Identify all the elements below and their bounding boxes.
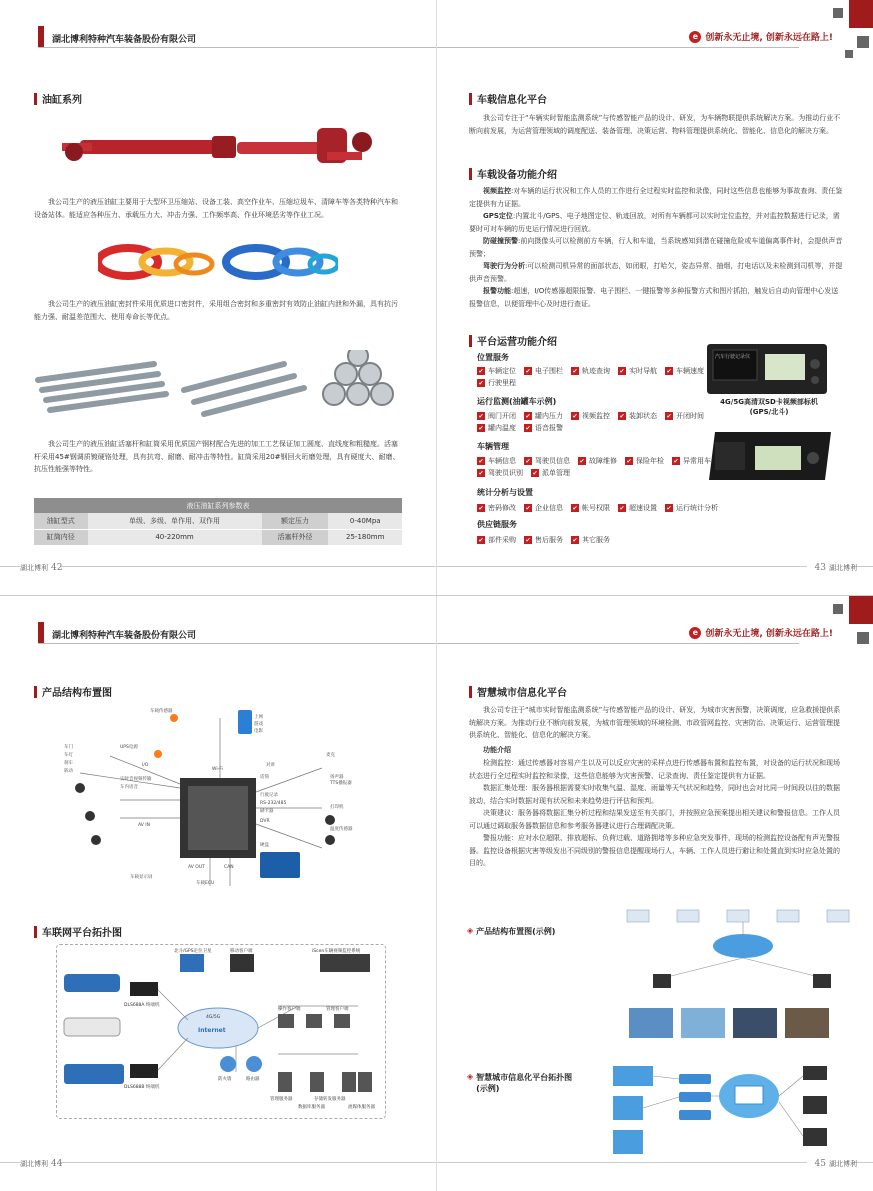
svg-text:UPS电源: UPS电源: [120, 745, 138, 750]
feature-list: 视频监控:对车辆的运行状况和工作人员的工作进行全过程实时监控和录像，同时这些信息也能够为事故查询、责任鉴定提供有力证据。 GPS定位:内置北斗/GPS、电子地图定位、轨迹回放，对所有车辆都可以实时定位监控，并对监控数据进行记录，需要时可对车辆的历史运行情况进行回放。 防碰撞预警:前向摄像头可以检测前方车辆，行人和车道，当系统感知到潜在碰撞危险或车道偏离事件时，会提供声音预警； 驾驶行为分析:可以检测司机异常的面部状态，如闭眼，打哈欠，姿态异常、抽烟，打电话以及未检测到司机等，并提供声音预警。 报警功能:超速，I/O传感器超限报警、电子围栏、一键报警等多种报警方式和图片抓拍，触发后自动向管理中心发送报警信息，以便管理中心及时进行查证。: [469, 187, 843, 308]
section-title: 车载设备功能介绍: [469, 166, 557, 181]
svg-text:AV OUT: AV OUT: [188, 865, 205, 870]
svg-text:电影: 电影: [254, 729, 263, 734]
video-terminal-image-2: [705, 428, 835, 484]
svg-text:硬盘: 硬盘: [260, 843, 269, 848]
checklist: ✔ 车辆定位 ✔ 电子围栏 ✔ 轨迹查询 ✔ 实时导航 ✔ 车辆速度 ✔ 行驶里程: [477, 366, 717, 388]
svg-text:车载ECU: 车载ECU: [196, 881, 215, 886]
svg-text:AV IN: AV IN: [138, 823, 150, 828]
device-caption: 4G/5G高清双SD卡视频部标机 (GPS/北斗): [720, 398, 818, 416]
svg-text:温度传感器: 温度传感器: [330, 827, 353, 832]
city-structure-diagram: [623, 908, 859, 1048]
svg-text:扬声器: 扬声器: [330, 775, 344, 780]
svg-text:游戏: 游戏: [254, 722, 263, 727]
svg-text:I/O: I/O: [142, 763, 149, 768]
footer: 湖北博利 42: [20, 563, 63, 573]
hydraulic-cylinder-image: [62, 112, 382, 182]
piston-rods-image: [34, 350, 410, 422]
product-structure-diagram: [60, 708, 380, 886]
table-row: 油缸型式 单级、多级、单作用、双作用 额定压力 0-40Mpa: [34, 513, 402, 529]
svg-text:Internet: Internet: [198, 1027, 226, 1034]
section-title: 智慧城市信息化平台: [469, 684, 567, 699]
svg-text:数据库服务器: 数据库服务器: [298, 1105, 325, 1110]
company-name: 湖北博利特种汽车装备股份有限公司: [52, 35, 197, 45]
svg-text:车灯: 车灯: [64, 753, 73, 758]
svg-text:流媒体服务器: 流媒体服务器: [348, 1105, 375, 1110]
svg-text:打印机: 打印机: [330, 805, 344, 810]
svg-text:RS-232/485: RS-232/485: [260, 801, 287, 806]
page-number: 45: [814, 1159, 826, 1169]
svg-text:车载显示屏: 车载显示屏: [130, 875, 153, 880]
corner-decoration: [849, 596, 873, 624]
slogan: e 创新永无止境, 创新永远在路上!: [689, 30, 833, 43]
page-43: [437, 0, 873, 595]
header-line: [437, 47, 799, 48]
checklist: ✔ 阀门开闭 ✔ 罐内压力 ✔ 视频监控 ✔ 装卸状态 ✔ 开闭时间 ✔ 罐内温度 ✔ 语音报警: [477, 411, 717, 433]
subsection-title: ◈ 产品结构布置图(示例): [467, 926, 556, 936]
table-row: 缸筒内径 40-220mm 活塞杆外径 25-180mm: [34, 529, 402, 545]
header-bar: [38, 622, 44, 644]
page-45: [437, 596, 873, 1191]
svg-text:上网: 上网: [254, 715, 263, 720]
page-42: [0, 0, 436, 595]
device-screen-label: 汽车行驶记录仪: [715, 354, 751, 360]
page-number: 44: [51, 1159, 63, 1169]
group-title: 统计分析与设置: [477, 488, 533, 497]
paragraph-1: 我公司专注于“车辆实时智能监测系统”与传感智能产品的设计、研发，为车辆物联提供系统解决方案。为推动行业不断向前发展，为运营管理领域的调度配送、装备管理、决策运营、物料管理提供系统化、智能化、信息化的解决方案。: [469, 114, 841, 135]
svg-text:管理客户端: 管理客户端: [326, 1007, 349, 1012]
group-title: 位置服务: [477, 353, 509, 362]
brand-logo-icon: e: [689, 31, 701, 43]
section-title: 产品结构布置图: [34, 684, 112, 699]
iov-topology-diagram: [58, 946, 384, 1117]
paragraph-1: 我公司专注于“城市实时智能监测系统”与传感智能产品的设计、研发，为城市灾害预警，决策调度，应急救援提供系统解决方案。为推动行业不断向前发展，为城市管理领域的环境检测、市政管网监控、灾害防治、决策运行、运营管理提供系统化、智能化、信息化的解决方案。: [469, 706, 841, 739]
svg-text:4G/5G: 4G/5G: [206, 1015, 221, 1020]
header-line: [38, 643, 436, 644]
spec-table-title: 液压油缸系列参数表: [34, 498, 402, 513]
checklist: ✔ 密码修改 ✔ 企业信息 ✔ 帐号权限 ✔ 超速设置 ✔ 运行统计分析: [477, 503, 807, 513]
footer: 45 湖北博利: [814, 1159, 857, 1169]
seal-rings-image: [98, 240, 338, 284]
brand-logo-icon: e: [689, 627, 701, 639]
svg-text:DVR: DVR: [260, 819, 270, 824]
svg-text:行驶记录: 行驶记录: [260, 793, 278, 798]
header-line: [437, 643, 799, 644]
page-number: 42: [51, 563, 63, 573]
svg-text:麦克: 麦克: [326, 753, 335, 758]
svg-text:路由器: 路由器: [246, 1077, 260, 1082]
svg-text:防火墙: 防火墙: [218, 1077, 232, 1082]
svg-text:车门: 车门: [64, 745, 73, 750]
group-title: 供应链服务: [477, 520, 517, 529]
section-title: 车载信息化平台: [469, 91, 547, 106]
svg-text:刷卡器: 刷卡器: [260, 809, 274, 814]
svg-text:移动客户端: 移动客户端: [230, 949, 253, 954]
svg-text:DLS688A 终端机: DLS688A 终端机: [124, 1003, 160, 1008]
svg-text:话筒: 话筒: [260, 775, 269, 780]
section-title: 车联网平台拓扑图: [34, 924, 122, 939]
corner-decoration: [849, 0, 873, 28]
svg-text:Wi-Fi: Wi-Fi: [212, 767, 223, 772]
footer: 43 湖北博利: [814, 563, 857, 573]
group-title: 车辆管理: [477, 442, 509, 451]
svg-text:CAN: CAN: [224, 865, 234, 870]
paragraph-3: 我公司生产的液压油缸活塞杆和缸筒采用优质国产钢材配合先进的加工工艺保证加工圆度、直线度和粗糙度。活塞杆采用45#钢调质镀硬铬处理，具有抗弯、耐磨、耐冲击等特性。缸筒采用20#钢回火珩磨处理，具有硬度大、耐磨、抗压性能强等特性。: [34, 440, 400, 473]
header-bar: [38, 26, 44, 48]
svg-text:车载传感器: 车载传感器: [150, 709, 173, 714]
subheading: 功能介绍: [483, 746, 511, 754]
checklist: ✔ 车辆信息 ✔ 驾驶员信息 ✔ 故障维修 ✔ 保险年检 ✔ 异常用车 ✔ 驾驶员识别 ✔ 派单管理: [477, 456, 717, 478]
header-line: [38, 47, 436, 48]
paragraph-1: 我公司生产的液压油缸主要用于大型环卫压缩站、设备工装、高空作业车、压缩垃圾车、清障车等各类特种汽车和设备站体。能适应各种压力、承载压力大、冲击力强、工作频率高、作业环境恶劣等作业工况。: [34, 198, 398, 219]
svg-text:操作客户端: 操作客户端: [278, 1007, 301, 1012]
svg-text:北斗/GPS定位卫星: 北斗/GPS定位卫星: [174, 949, 212, 954]
page-44: [0, 596, 436, 1191]
page-number: 43: [814, 563, 826, 573]
svg-text:DLS688B 终端机: DLS688B 终端机: [124, 1085, 160, 1090]
diamond-icon: ◈: [467, 926, 474, 935]
section-title: 平台运营功能介绍: [469, 333, 557, 348]
city-topology-diagram: [607, 1056, 843, 1166]
svg-text:刹车: 刹车: [64, 761, 73, 766]
section-title: 油缸系列: [34, 91, 82, 106]
svg-text:iScen车辆视频监控系统: iScen车辆视频监控系统: [312, 949, 361, 954]
svg-text:存储转发服务器: 存储转发服务器: [314, 1097, 346, 1102]
subsection-title: ◈ 智慧城市信息化平台拓扑图 (示例): [467, 1072, 573, 1093]
svg-text:车内语音: 车内语音: [120, 785, 138, 790]
svg-text:对讲: 对讲: [266, 763, 275, 768]
diamond-icon: ◈: [467, 1072, 474, 1081]
paragraph-2: 我公司生产的液压油缸密封件采用优质进口密封件，采用组合密封和多重密封有效防止油缸内泄和外漏，具有抗污能力强、耐温差范围大、使用寿命长等优点。: [34, 300, 398, 321]
spec-table: [34, 498, 402, 546]
svg-text:实时音视频传输: 实时音视频传输: [120, 777, 152, 782]
svg-text:转动: 转动: [64, 769, 73, 774]
group-title: 运行监测(油罐车示例): [477, 397, 557, 406]
footer: 湖北博利 44: [20, 1159, 63, 1169]
video-terminal-image: [707, 344, 827, 394]
company-name: 湖北博利特种汽车装备股份有限公司: [52, 631, 197, 641]
checklist: ✔ 部件采购 ✔ 售后服务 ✔ 其它服务: [477, 535, 717, 545]
slogan: e 创新永无止境, 创新永远在路上!: [689, 626, 833, 639]
svg-text:管理服务器: 管理服务器: [270, 1097, 293, 1102]
feature-list: 检测监控：通过传感器对容易产生以及可以反应灾害的采样点进行传感器布置和监控布置，对设备的运行状况和现场状态进行全过程实时监控和录像，这些信息能够为灾害预警、记录查询、责任鉴定提供有力证据。 数据汇集处理：服务器根据需要实时收集气温、湿度、雨量等天气状况和趋势，同时也会对比同一时间段以往的数据波动，结合实时数据对现有状况和未来趋势进行评估和预判。 决策建议：服务器将数据汇集分析过程和结果发送至有关部门，并按照应急预案提出相关建议和警报信息。工作人员可以通过调取服务器数据信息和参考服务器建议进行合理调配决策。 警报功能：应对水位超限、排放超标、负荷过载、道路拥堵等多种应急突发事件，现场的检测监控设备配有声光警报器。监控设备根据灾害等级发出不同级别的警报信息提醒现场行人、车辆、工作人员进行避让和处置直到实时应急处置的目的。: [469, 759, 840, 867]
svg-text:TTS播报器: TTS播报器: [330, 781, 352, 786]
